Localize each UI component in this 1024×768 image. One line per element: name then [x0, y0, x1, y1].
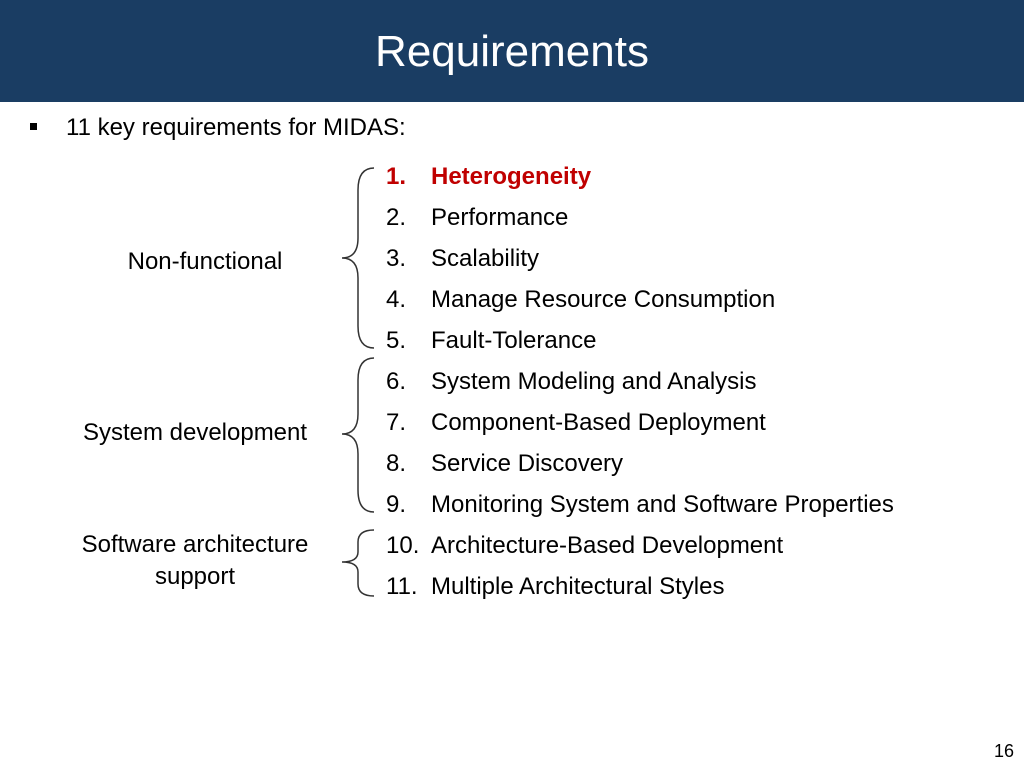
- requirement-text: System Modeling and Analysis: [431, 368, 757, 395]
- requirement-text: Architecture-Based Development: [431, 532, 784, 559]
- requirement-text: Scalability: [431, 245, 540, 272]
- square-bullet-icon: [30, 123, 37, 130]
- requirement-number: 8.: [386, 450, 407, 477]
- requirement-text: Monitoring System and Software Properties: [431, 491, 894, 518]
- requirement-number: 6.: [386, 368, 407, 395]
- requirement-text: Heterogeneity: [431, 163, 592, 190]
- group-label-software-architecture-support: [52, 529, 338, 593]
- requirement-number: 9.: [386, 491, 407, 518]
- brace-group: [338, 0, 378, 620]
- requirement-number: 7.: [386, 409, 407, 436]
- requirement-number: 10.: [386, 532, 420, 559]
- brace-system-development: [342, 358, 374, 512]
- requirement-number: 5.: [386, 327, 407, 354]
- group-label-line: Software architecture support: [81, 531, 309, 590]
- bullet-text: 11 key requirements for MIDAS:: [66, 114, 406, 141]
- requirement-text: Service Discovery: [431, 450, 624, 477]
- requirement-number: 3.: [386, 245, 407, 272]
- requirement-number: 4.: [386, 286, 407, 313]
- brace-non-functional: [342, 168, 374, 348]
- requirement-number: 2.: [386, 204, 407, 231]
- requirement-text: Fault-Tolerance: [431, 327, 597, 354]
- group-label-system-development: System development: [82, 419, 308, 446]
- requirement-text: Performance: [431, 204, 569, 231]
- requirement-text: Component-Based Deployment: [431, 409, 766, 436]
- requirement-number: 11.: [386, 573, 418, 600]
- group-label-non-functional: Non-functional: [127, 248, 283, 275]
- requirement-number: 1.: [386, 163, 407, 190]
- page-number: 16: [993, 741, 1014, 761]
- brace-software-architecture: [342, 530, 374, 596]
- title-bar: [0, 0, 1024, 102]
- requirement-text: Multiple Architectural Styles: [431, 573, 725, 600]
- requirement-text: Manage Resource Consumption: [431, 286, 776, 313]
- slide-title: Requirements: [375, 27, 649, 76]
